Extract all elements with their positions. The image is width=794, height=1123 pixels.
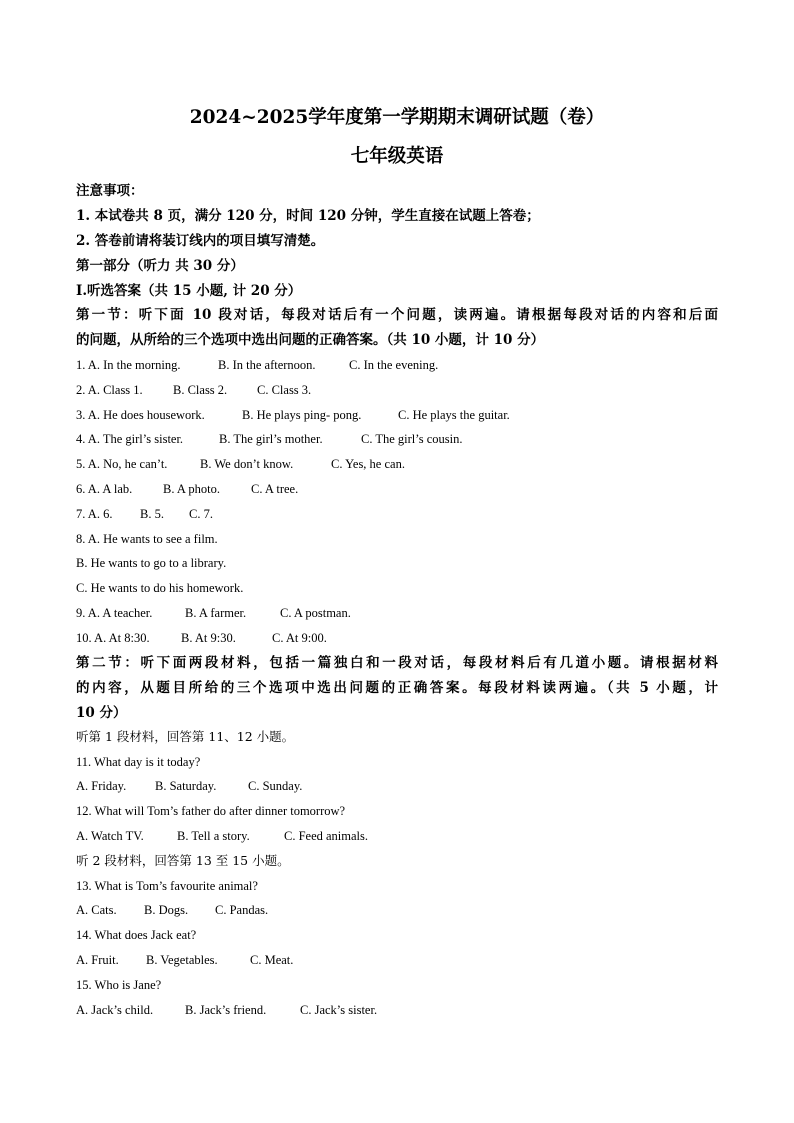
exam-title: 2024~2025学年度第一学期期末调研试题（卷） xyxy=(189,107,605,128)
question-8-option-c: C. He wants to do his homework. xyxy=(76,581,244,595)
question-7-option-a: 7. A. 6. xyxy=(76,507,113,521)
question-9-option-a: 9. A. A teacher. xyxy=(76,606,153,620)
question-1-option-c: C. In the evening. xyxy=(349,358,439,372)
section1-heading: I.听选答案（共 15 小题, 计 20 分） xyxy=(76,283,302,299)
question-4-option-b: B. The girl’s mother. xyxy=(219,432,323,446)
material-1-note: 听第 1 段材料，回答第 11、12 小题。 xyxy=(76,729,295,744)
question-11-option-a: A. Friday. xyxy=(76,779,127,793)
question-3-option-b: B. He plays ping- pong. xyxy=(242,408,362,422)
question-10-option-b: B. At 9:30. xyxy=(181,631,236,645)
question-3-option-c: C. He plays the guitar. xyxy=(398,408,510,422)
question-14: 14. What does Jack eat? xyxy=(76,928,197,942)
question-14-option-a: A. Fruit. xyxy=(76,953,119,967)
question-11-option-b: B. Saturday. xyxy=(155,779,217,793)
question-6-option-c: C. A tree. xyxy=(251,482,299,496)
question-9-option-b: B. A farmer. xyxy=(185,606,247,620)
question-11-options xyxy=(76,777,302,795)
question-10 xyxy=(76,629,327,647)
question-15: 15. Who is Jane? xyxy=(76,978,162,992)
question-12-options xyxy=(76,827,368,845)
question-8-option-b: B. He wants to go to a library. xyxy=(76,556,227,570)
question-7-option-c: C. 7. xyxy=(189,507,213,521)
question-14-option-b: B. Vegetables. xyxy=(146,953,218,967)
sec2-instruction-line-3: 10 分） xyxy=(76,705,127,721)
question-7 xyxy=(76,505,213,523)
question-11-option-c: C. Sunday. xyxy=(248,779,303,793)
question-1 xyxy=(76,356,438,374)
sec2-instruction-line-2: 的内容，从题目所给的三个选项中选出问题的正确答案。每段材料读两遍。（共 5 小题，计 xyxy=(76,680,718,696)
question-15-option-c: C. Jack’s sister. xyxy=(300,1003,378,1017)
question-13: 13. What is Tom’s favourite animal? xyxy=(76,879,258,893)
question-14-option-c: C. Meat. xyxy=(250,953,294,967)
exam-subtitle: 七年级英语 xyxy=(350,146,444,167)
notes-item-2: 2. 答卷前请将装订线内的项目填写清楚。 xyxy=(76,233,325,249)
question-15-options xyxy=(76,1001,377,1019)
question-12-option-a: A. Watch TV. xyxy=(76,829,144,843)
question-1-option-a: 1. A. In the morning. xyxy=(76,358,181,372)
question-5-option-c: C. Yes, he can. xyxy=(331,457,405,471)
question-2 xyxy=(76,381,311,399)
question-2-option-c: C. Class 3. xyxy=(257,383,312,397)
question-3-option-a: 3. A. He does housework. xyxy=(76,408,205,422)
material-2-note: 听 2 段材料，回答第 13 至 15 小题。 xyxy=(76,853,290,868)
question-2-option-b: B. Class 2. xyxy=(173,383,228,397)
question-13-option-b: B. Dogs. xyxy=(144,903,189,917)
notes-item-1: 1. 本试卷共 8 页，满分 120 分，时间 120 分钟，学生直接在试题上答卷； xyxy=(76,208,540,224)
question-6 xyxy=(76,480,298,498)
question-2-option-a: 2. A. Class 1. xyxy=(76,383,143,397)
question-9-option-c: C. A postman. xyxy=(280,606,351,620)
question-1-option-b: B. In the afternoon. xyxy=(218,358,316,372)
question-8-option-a: 8. A. He wants to see a film. xyxy=(76,532,218,546)
question-11: 11. What day is it today? xyxy=(76,755,201,769)
question-3 xyxy=(76,406,510,424)
part1-heading: 第一部分（听力 共 30 分） xyxy=(76,258,244,274)
question-10-option-c: C. At 9:00. xyxy=(272,631,327,645)
question-13-options xyxy=(76,901,268,919)
question-12: 12. What will Tom’s father do after dinner tomorrow? xyxy=(76,804,346,818)
question-10-option-a: 10. A. At 8:30. xyxy=(76,631,150,645)
question-15-option-a: A. Jack’s child. xyxy=(76,1003,154,1017)
question-4-option-a: 4. A. The girl’s sister. xyxy=(76,432,184,446)
question-13-option-a: A. Cats. xyxy=(76,903,117,917)
sec1-instruction-line-2: 的问题，从所给的三个选项中选出问题的正确答案。（共 10 小题，计 10 分） xyxy=(76,332,545,348)
question-14-options xyxy=(76,951,293,969)
sec2-instruction-line-1: 第二节：听下面两段材料，包括一篇独白和一段对话，每段材料后有几道小题。请根据材料 xyxy=(76,655,718,671)
question-7-option-b: B. 5. xyxy=(140,507,164,521)
question-5 xyxy=(76,455,405,473)
question-4 xyxy=(76,430,463,448)
question-12-option-b: B. Tell a story. xyxy=(177,829,250,843)
question-12-option-c: C. Feed animals. xyxy=(284,829,369,843)
question-9 xyxy=(76,604,351,622)
question-15-option-b: B. Jack’s friend. xyxy=(185,1003,267,1017)
notes-heading: 注意事项： xyxy=(76,183,144,199)
question-6-option-a: 6. A. A lab. xyxy=(76,482,133,496)
question-5-option-b: B. We don’t know. xyxy=(200,457,294,471)
question-13-option-c: C. Pandas. xyxy=(215,903,269,917)
question-6-option-b: B. A photo. xyxy=(163,482,220,496)
question-4-option-c: C. The girl’s cousin. xyxy=(361,432,463,446)
sec1-instruction-line-1: 第一节：听下面 10 段对话，每段对话后有一个问题，读两遍。请根据每段对话的内容和后面 xyxy=(76,307,718,323)
question-5-option-a: 5. A. No, he can’t. xyxy=(76,457,168,471)
